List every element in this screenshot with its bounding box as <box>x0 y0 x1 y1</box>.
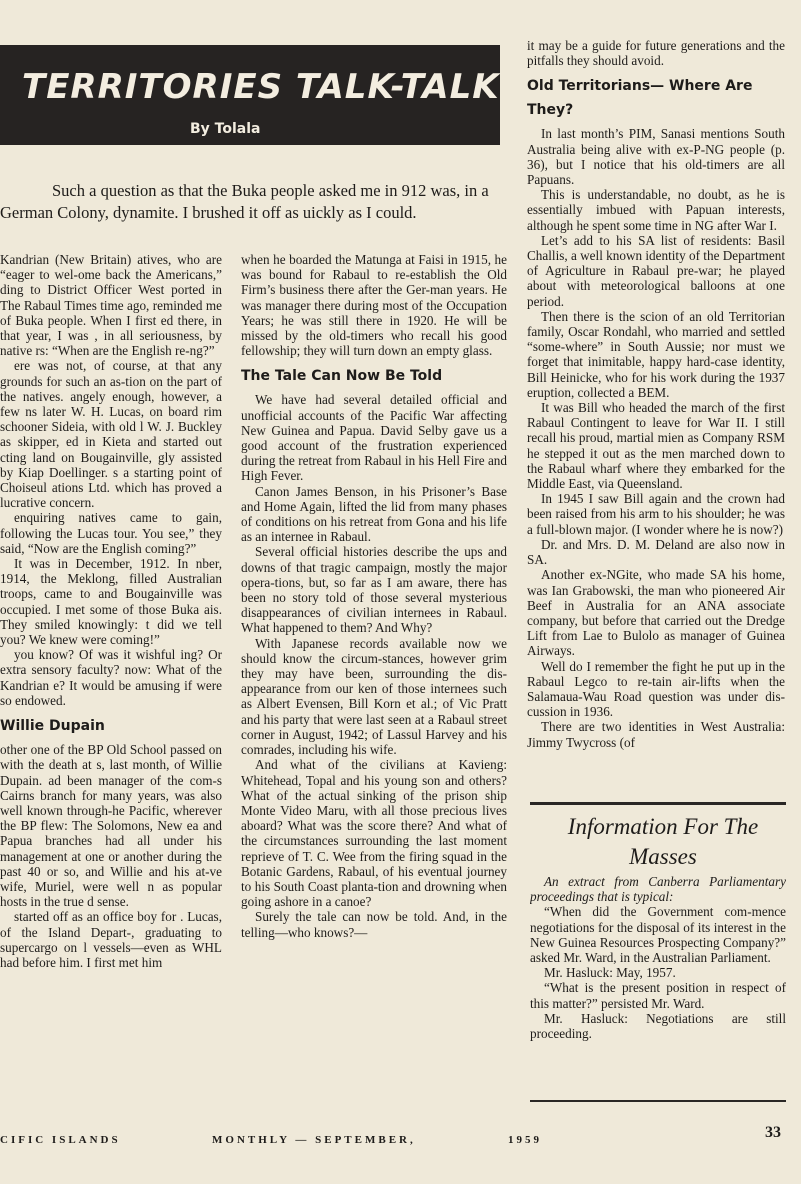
section-heading: Willie Dupain <box>0 718 105 735</box>
paragraph: Well do I remember the fight he put up in the Rabaul Legco to re-tain air-lifts when the Salamaua-Wau Road question was under dis-cussion in 1936. <box>527 658 785 720</box>
paragraph: it may be a guide for future generations and the pitfalls they should avoid. <box>527 38 785 69</box>
section-heading: The Tale Can Now Be Told <box>241 368 443 385</box>
paragraph: Canon James Benson, in his Prisoner’s Base and Home Again, lifted the lid from many phases of conditions on his retreat from Gona and his life as an internee in Rabaul. <box>241 483 507 545</box>
paragraph: Another ex-NGite, who made SA his home, was Ian Grabowski, the man who pioneered Air Beef in Australia for an ANA associate company, but before that carried out the Dredge Lift from Lae to Bulolo as manager of Guinea Airways. <box>527 567 785 659</box>
info-box-text <box>530 874 786 1099</box>
box-bottom-rule <box>530 1100 786 1102</box>
box-title: Information For The Masses <box>567 814 759 869</box>
paragraph: This is understandable, no doubt, as he is essentially imbued with Papuan interests, although he spent some time in NG after War I. <box>527 187 785 233</box>
paragraph: Let’s add to his SA list of residents: Basil Challis, a well known identity of the Department of Agriculture in Rabaul pre-war; he played about with meteorological balloons at one period. <box>527 232 785 309</box>
paragraph: other one of the BP Old School passed on with the death at s, last month, of Willie Dupain. ad been manager of the com-s Cairns branch for many years, was also well known through-he Pacific, wherever the BP flew: The Solomons, New ea and Papua branches had all under his management at one or another during the past 40 or so, and Willie and his at-ve wife, Muriel, were well n as popular hosts in the true d sense. <box>0 742 222 910</box>
paragraph: It was in December, 1912. In nber, 1914, the Meklong, filled Australian troops, came to and Bougainville was occupied. I met some of those Buka ais. They smiled knowingly: t did we tell you? We knew were coming!” <box>0 556 222 648</box>
article-title: TERRITORIES TALK-TALK <box>22 67 500 107</box>
article-byline: By Tolala <box>190 121 261 137</box>
column-3 <box>527 38 785 810</box>
paragraph: started off as an office boy for . Lucas, of the Island Depart-, graduating to supercargo on l vessels—even as WHL had before him. I first met him <box>0 909 222 970</box>
section-heading: Old Territorians— Where Are They? <box>527 78 753 119</box>
paragraph: Dr. and Mrs. D. M. Deland are also now in SA. <box>527 536 785 568</box>
paragraph: you know? Of was it wishful ing? Or extra sensory faculty? now: What of the Kandrian e? It would be amusing if were so endowed. <box>0 647 222 708</box>
paragraph: Several official histories describe the ups and downs of that tragic campaign, mostly the major opera-tions, but, so far as I am aware, there has been no story told of those several mysterious disappearances of civilian internees in Rabaul. What happened to them? And Why? <box>241 544 507 636</box>
footer-year: 1959 <box>508 1134 542 1146</box>
paragraph: There are two identities in West Australia: Jimmy Twycross (of <box>527 719 785 750</box>
paragraph: Mr. Hasluck: Negotiations are still proceeding. <box>530 1010 786 1042</box>
article-intro <box>0 180 500 224</box>
page-number: 33 <box>765 1124 781 1141</box>
paragraph: “When did the Government com-mence negotiations for the disposal of its interest in the New Guinea Resources Prospecting Company?” asked Mr. Ward, in the Australian Parliament. <box>530 904 786 966</box>
paragraph: enquiring natives came to gain, following the Lucas tour. You see,” they said, “Now are the English coming?” <box>0 510 222 556</box>
paragraph: It was Bill who headed the march of the first Rabaul Contingent to leave for War II. I still recall his proud, martial mien as Company RSM he stepped it out as the men marched down to the Rabaul wharf where they embarked for the Middle East, via Queensland. <box>527 400 785 492</box>
column-1 <box>0 252 222 1122</box>
paragraph: Surely the tale can now be told. And, in the telling—who knows?— <box>241 909 507 940</box>
box-top-rule <box>530 802 786 805</box>
footer-publication-left: CIFIC ISLANDS <box>0 1134 121 1146</box>
column-2 <box>241 252 507 1122</box>
paragraph: In 1945 I saw Bill again and the crown had been raised from his arm to his shoulder; he was a full-blown major. (I wonder where he is now?) <box>527 491 785 537</box>
intro-paragraph: Such a question as that the Buka people asked me in 912 was, in a German Colony, dynamite. I brushed it off as uickly as I could. <box>0 181 489 222</box>
paragraph: In last month’s PIM, Sanasi mentions South Australia being alive with ex-P-NG people (p. 36), but I notice that his old-timers are all Papuans. <box>527 126 785 188</box>
paragraph: And what of the civilians at Kavieng: Whitehead, Topal and his young son and others? What of the actual sinking of the prison ship Monte Video Maru, with all those precious lives aboard? What was the score there? And what of the circumstances surrounding the last moment reprieve of T. C. Wee from the firing squad in the Botanic Gardens, Rabaul, of his eventual journey to his South Coast planta-tion and drowning when going ashore in a canoe? <box>241 757 507 910</box>
page-footer <box>0 1130 801 1154</box>
paragraph: With Japanese records available now we should know the circum-stances, however grim they may have been, surrounding the dis-appearance from our ken of those internees such as Albert Evensen, Bill Korn et al.; of Vic Pratt and his party that were last seen at a Rabaul street corner in August, 1942; of Lassul Harvey and his comrades, including his wife. <box>241 635 507 758</box>
title-banner <box>0 45 500 145</box>
paragraph: Mr. Hasluck: May, 1957. <box>544 965 676 981</box>
paragraph: Kandrian (New Britain) atives, who are “eager to wel-ome back the Americans,” ding to District Officer West ported in The Rabaul Times time ago, reminded me of Buka people. When I first ed there, in that year, I was , in all seriousness, by native rs: “When are the English re-ng?” <box>0 252 222 359</box>
paragraph: when he boarded the Matunga at Faisi in 1915, he was bound for Rabaul to re-establish the Old Firm’s business there after the Ger-man years. He was manager there during most of the Occupation Years; he was still there in 1920. He will be missed by the old-timers who recall his good fellowship; they will turn down an empty glass. <box>241 252 507 359</box>
box-lead: An extract from Canberra Parliamentary proceedings that is typical: <box>530 874 786 905</box>
paragraph: We have had several detailed official and unofficial accounts of the Pacific War affecting New Guinea and Papua. David Selby gave us a good account of the frustration experienced during the retreat from Rabaul in his Hell Fire and High Fever. <box>241 392 507 484</box>
footer-publication-right: MONTHLY — SEPTEMBER, <box>212 1134 416 1146</box>
paragraph: “What is the present position in respect of this matter?” persisted Mr. Ward. <box>530 980 786 1011</box>
paragraph: Then there is the scion of an old Territorian family, Oscar Rondahl, who married and settled “some-where” in South Aussie; nor must we forget that inimitable, happy hard-case identity, Bill Heinicke, who for his work during the 1937 eruption, collected a BEM. <box>527 308 785 400</box>
paragraph: ere was not, of course, at that any grounds for such an as-tion on the part of the natives. angely enough, however, a few ns later W. H. Lucas, on board rim schooner Sideia, with old l W. J. Buckley as skipper, ed in Kieta and started out cting land on Bougainville, gly assisted by Kiap Doellinger. s a starting point of Choiseul ations Ltd. which has proved a lucrative concern. <box>0 358 222 511</box>
